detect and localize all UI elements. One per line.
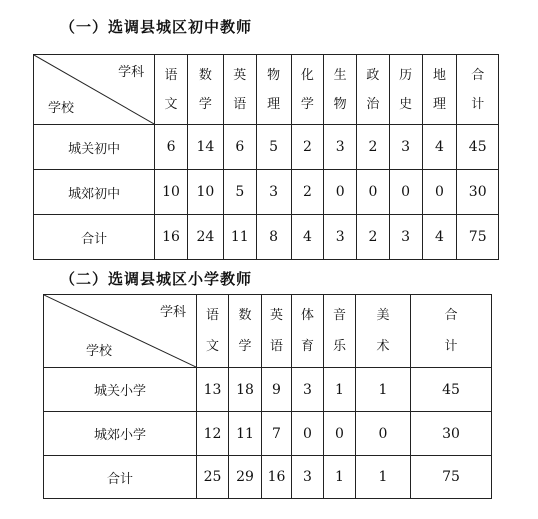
table-cell: 2: [291, 170, 324, 215]
table-cell: 11: [229, 412, 262, 456]
table-cell: 12: [197, 412, 229, 456]
subject-header: 语 文: [197, 295, 229, 368]
subject-header: 物 理: [256, 55, 291, 125]
table-row: [44, 412, 492, 456]
row-label: 城关小学: [44, 368, 197, 412]
table-cell: 29: [229, 456, 262, 499]
table-row: [34, 125, 499, 170]
table-cell: 0: [356, 412, 411, 456]
subject-header: 化 学: [291, 55, 324, 125]
table-cell: 7: [262, 412, 292, 456]
row-label: 城郊小学: [44, 412, 197, 456]
table-cell: 11: [223, 215, 256, 260]
table-cell: 16: [262, 456, 292, 499]
subject-header: 音 乐: [324, 295, 356, 368]
table-row: [34, 170, 499, 215]
table-cell: 45: [457, 125, 499, 170]
table-cell: 18: [229, 368, 262, 412]
table-cell: 1: [356, 368, 411, 412]
table-cell: 25: [197, 456, 229, 499]
subject-header: 英 语: [223, 55, 256, 125]
subject-header: 美 术: [356, 295, 411, 368]
subject-header: 政 治: [357, 55, 390, 125]
total-header: 合 计: [457, 55, 499, 125]
table-cell: 3: [256, 170, 291, 215]
section-2-title: （二）选调县城区小学教师: [60, 270, 253, 288]
table-cell: 10: [187, 170, 223, 215]
middle-school-table: [33, 54, 499, 260]
total-header: 合 计: [411, 295, 492, 368]
subject-header: 语 文: [155, 55, 188, 125]
subject-header: 英 语: [262, 295, 292, 368]
table-cell: 6: [223, 125, 256, 170]
subject-header: 体 育: [292, 295, 324, 368]
table-cell: 2: [357, 215, 390, 260]
corner-header-cell: [34, 55, 155, 125]
table-cell: 0: [422, 170, 457, 215]
table-cell: 1: [324, 456, 356, 499]
table-cell: 16: [155, 215, 188, 260]
table-cell: 30: [457, 170, 499, 215]
table-cell: 9: [262, 368, 292, 412]
table-cell: 5: [223, 170, 256, 215]
subject-header: 地 理: [422, 55, 457, 125]
table-cell: 2: [291, 125, 324, 170]
row-label: 合计: [44, 456, 197, 499]
subject-header: 历 史: [389, 55, 422, 125]
table-cell: 0: [324, 170, 357, 215]
corner-school-label: 学校: [86, 344, 113, 359]
table-cell: 3: [324, 215, 357, 260]
table-cell: 75: [457, 215, 499, 260]
table-cell: 0: [357, 170, 390, 215]
table-cell: 10: [155, 170, 188, 215]
table-cell: 4: [422, 215, 457, 260]
table-cell: 1: [324, 368, 356, 412]
table-cell: 45: [411, 368, 492, 412]
row-label: 城郊初中: [34, 170, 155, 215]
table-total-row: [44, 456, 492, 499]
table-cell: 2: [357, 125, 390, 170]
table-cell: 3: [324, 125, 357, 170]
section-1-title: （一）选调县城区初中教师: [60, 18, 253, 36]
table-total-row: [34, 215, 499, 260]
subject-header: 数 学: [229, 295, 262, 368]
subject-header: 数 学: [187, 55, 223, 125]
table-cell: 4: [291, 215, 324, 260]
table-cell: 13: [197, 368, 229, 412]
table-header-row: [34, 55, 499, 125]
table-cell: 0: [324, 412, 356, 456]
table-header-row: [44, 295, 492, 368]
row-label: 城关初中: [34, 125, 155, 170]
table-row: [44, 368, 492, 412]
corner-header-cell: [44, 295, 197, 368]
table-cell: 14: [187, 125, 223, 170]
table-cell: 3: [389, 125, 422, 170]
table-cell: 3: [292, 456, 324, 499]
primary-school-table: [43, 294, 492, 499]
table-cell: 30: [411, 412, 492, 456]
corner-school-label: 学校: [48, 101, 75, 116]
table-cell: 3: [292, 368, 324, 412]
table-cell: 1: [356, 456, 411, 499]
table-cell: 5: [256, 125, 291, 170]
table-cell: 24: [187, 215, 223, 260]
table-cell: 75: [411, 456, 492, 499]
table-cell: 0: [292, 412, 324, 456]
corner-subject-label: 学科: [118, 65, 145, 80]
table-cell: 0: [389, 170, 422, 215]
table-cell: 8: [256, 215, 291, 260]
table-cell: 4: [422, 125, 457, 170]
table-cell: 3: [389, 215, 422, 260]
table-cell: 6: [155, 125, 188, 170]
subject-header: 生 物: [324, 55, 357, 125]
row-label: 合计: [34, 215, 155, 260]
corner-subject-label: 学科: [159, 305, 186, 320]
